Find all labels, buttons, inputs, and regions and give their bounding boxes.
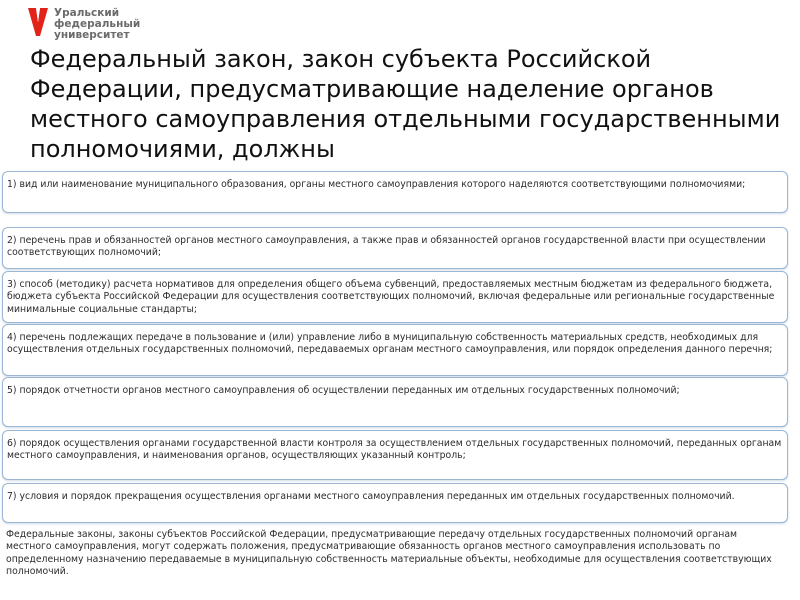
university-logo bbox=[26, 6, 140, 41]
logo-line-3: университет bbox=[54, 29, 130, 41]
list-item-6: 6) порядок осуществления органами государственной власти контроля за осуществлением отдельных государственных полномочий, переданных органам местного самоуправления, и наименования органов, осуществляющих указанный контроль; bbox=[2, 430, 788, 480]
list-item-7: 7) условия и порядок прекращения осуществления органами местного самоуправления переданных им отдельных государственных полномочий. bbox=[2, 483, 788, 523]
list-item-2: 2) перечень прав и обязанностей органов местного самоуправления, а также прав и обязанностей органов государственной власти при осуществлении соответствующих полномочий; bbox=[2, 227, 788, 269]
list-item-3: 3) способ (методику) расчета нормативов для определения общего объема субвенций, предоставляемых местным бюджетам из федерального бюджета, бюджета субъекта Российской Федерации для осуществления соответствующих полномочий, включая федеральные или региональные государственные минимальные социальные стандарты; bbox=[2, 271, 788, 323]
list-item-4: 4) перечень подлежащих передаче в пользование и (или) управление либо в муниципальную собственность материальных средств, необходимых для осуществления отдельных государственных полномочий, передаваемых органам местного самоуправления, или порядок определения данного перечня; bbox=[2, 324, 788, 376]
closing-note: Федеральные законы, законы субъектов Российской Федерации, предусматривающие передачу отдельных государственных полномочий органам местного самоуправления, могут содержать положения, предусматривающие обязанность органов местного самоуправления использовать по определенному назначению передаваемые в муниципальную собственность материальные объекты, необходимые для осуществления соответствующих полномочий. bbox=[6, 529, 772, 578]
logo-line-2: федеральный bbox=[54, 18, 141, 30]
logo-text bbox=[54, 8, 140, 41]
list-item-1: 1) вид или наименование муниципального образования, органы местного самоуправления которого наделяются соответствующими полномочиями; bbox=[2, 171, 788, 213]
slide-title: Федеральный закон, закон субъекта Российской Федерации, предусматривающие наделение органов местного самоуправления отдельными государственными полномочиями, должны bbox=[30, 45, 781, 163]
logo-line-1: Уральский bbox=[54, 7, 120, 19]
urfu-logo-icon bbox=[26, 6, 50, 38]
list-item-5: 5) порядок отчетности органов местного самоуправления об осуществлении переданных им отдельных государственных полномочий; bbox=[2, 377, 788, 427]
